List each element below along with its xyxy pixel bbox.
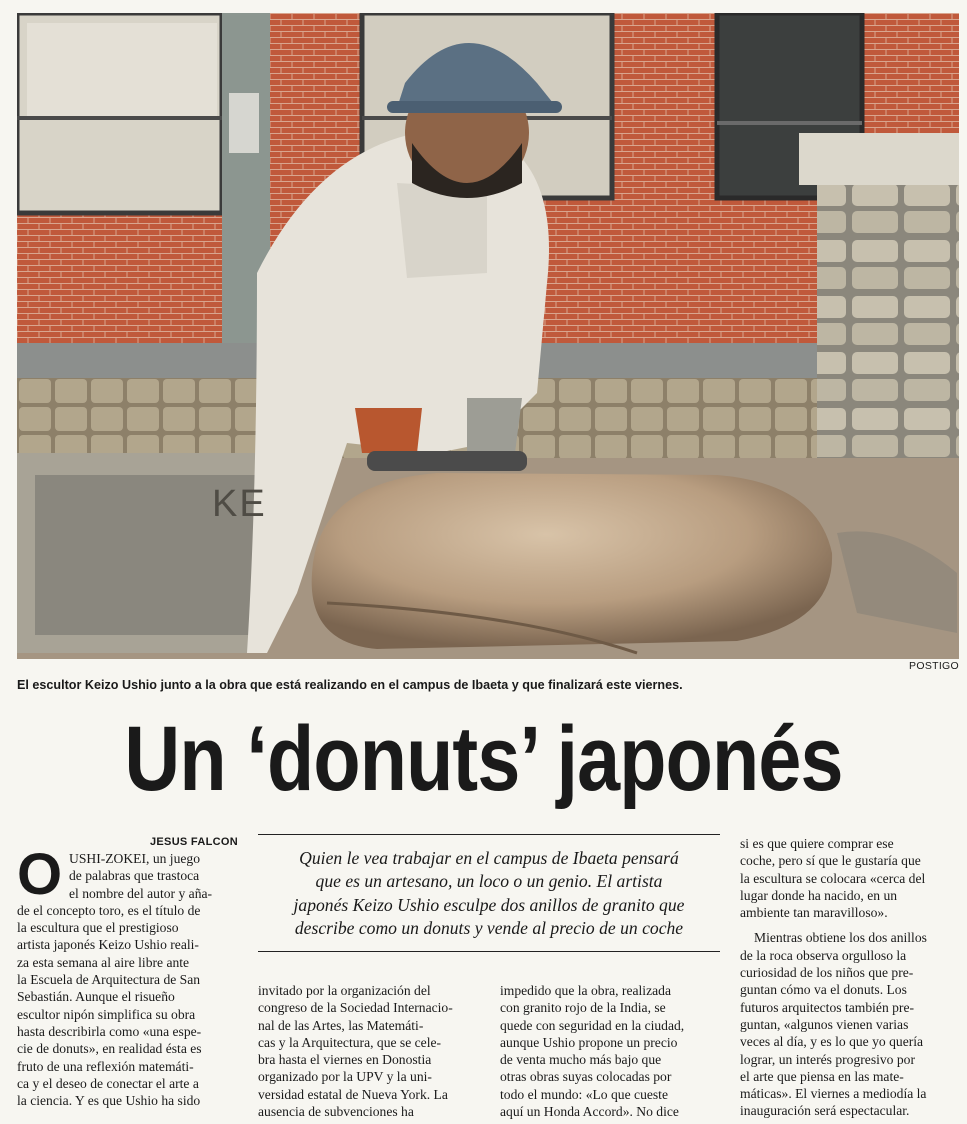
headline: Un ‘donuts’ japonés (124, 708, 843, 810)
text-line: Mientras obtiene los dos anillos (754, 930, 927, 946)
text-line: de la roca observa orgulloso la (740, 947, 907, 963)
text-line: máticas». El viernes a mediodía la (740, 1086, 927, 1102)
text-line: escultor nipón simplifica su obra (17, 1006, 196, 1022)
article-column-4 (740, 835, 962, 1120)
article-column-3 (500, 982, 720, 1120)
text-line: ca y el deseo de conectar el arte a (17, 1075, 199, 1091)
pull-quote-line: japonés Keizo Ushio esculpe dos anillos de granito que (293, 894, 685, 915)
article-column-2 (258, 982, 477, 1120)
paragraph-gap (740, 921, 962, 929)
text-line: congreso de la Sociedad Internacio- (258, 1000, 453, 1016)
text-line: impedido que la obra, realizada (500, 983, 671, 998)
text-line: si es que quiere comprar ese (740, 836, 894, 851)
text-line: futuros arquitectos también pre- (740, 999, 915, 1015)
text-line: lograr, un interés progresivo por (740, 1051, 915, 1067)
text-line: USHI-ZOKEI, un juego (69, 851, 201, 866)
text-line: la escultura se colocara «cerca del (740, 870, 926, 886)
text-line: lugar donde ha nacido, en un (740, 887, 898, 903)
text-line: con granito rojo de la India, se (500, 1000, 666, 1016)
text-line: guntan cómo va el donuts. Los (740, 982, 907, 998)
pull-quote-line: que es un artesano, un loco o un genio. El artista (315, 871, 663, 892)
text-line: hasta describirla como «una espe- (17, 1023, 202, 1039)
text-line: cas y la Arquitectura, que se cele- (258, 1034, 442, 1050)
text-line: de palabras que trastoca (69, 868, 200, 884)
text-line: aquí un Honda Accord». No dice (500, 1104, 679, 1120)
text-line: coche, pero sí que le gustaría que (740, 853, 921, 869)
stone-lettering: KE (212, 483, 267, 525)
text-line: veces al día, y es lo que yo quería (740, 1034, 924, 1050)
text-line: todo el mundo: «Lo que cueste (500, 1086, 668, 1102)
text-line: cie de donuts», en realidad ésta es (17, 1041, 202, 1057)
text-line: otras obras suyas colocadas por (500, 1069, 672, 1085)
text-line: curiosidad de los niños que pre- (740, 965, 914, 981)
pull-quote-line: describe como un donuts y vende al precio de un coche (294, 918, 684, 939)
text-line: invitado por la organización del (258, 983, 431, 998)
photo-caption: El escultor Keizo Ushio junto a la obra que está realizando en el campus de Ibaeta y que finalizará este viernes. (17, 678, 683, 692)
text-line: el arte que piensa en las mate- (740, 1068, 904, 1084)
text-line: ambiente tan maravilloso». (740, 905, 888, 921)
text-line: Sebastián. Aunque el risueño (17, 989, 175, 1005)
byline: JESUS FALCON (150, 836, 238, 848)
text-line: el nombre del autor y aña- (69, 885, 213, 901)
text-line: za esta semana al aire libre ante (17, 954, 190, 970)
text-line: de venta mucho más bajo que (500, 1052, 662, 1068)
text-line: aunque Ushio propone un precio (500, 1034, 678, 1050)
pull-quote (258, 834, 720, 952)
text-line: guntan, «algunos vienen varias (740, 1016, 909, 1032)
text-line: bra hasta el viernes en Donostia (258, 1052, 432, 1068)
photo-credit: POSTIGO (909, 660, 959, 672)
text-line: nal de las Artes, las Matemáti- (258, 1017, 424, 1033)
text-line: quede con seguridad en la ciudad, (500, 1017, 685, 1033)
text-line: artista japonés Keizo Ushio reali- (17, 937, 199, 953)
text-line: ausencia de subvenciones ha (258, 1104, 414, 1120)
article-photo (17, 13, 959, 659)
text-line: versidad estatal de Nueva York. La (258, 1086, 448, 1102)
text-line: la ciencia. Y es que Ushio ha sido (17, 1093, 201, 1109)
text-line: la Escuela de Arquitectura de San (17, 972, 201, 988)
text-line: la escultura que el prestigioso (17, 920, 179, 936)
text-line: de el concepto toro, es el título de (17, 902, 201, 918)
drop-cap: O (17, 842, 63, 907)
text-line: organizado por la UPV y la uni- (258, 1069, 432, 1085)
pull-quote-line: Quien le vea trabajar en el campus de Ibaeta pensará (299, 848, 679, 868)
text-line: inauguración será espectacular. (740, 1103, 910, 1119)
text-line: fruto de una reflexión matemáti- (17, 1058, 194, 1074)
